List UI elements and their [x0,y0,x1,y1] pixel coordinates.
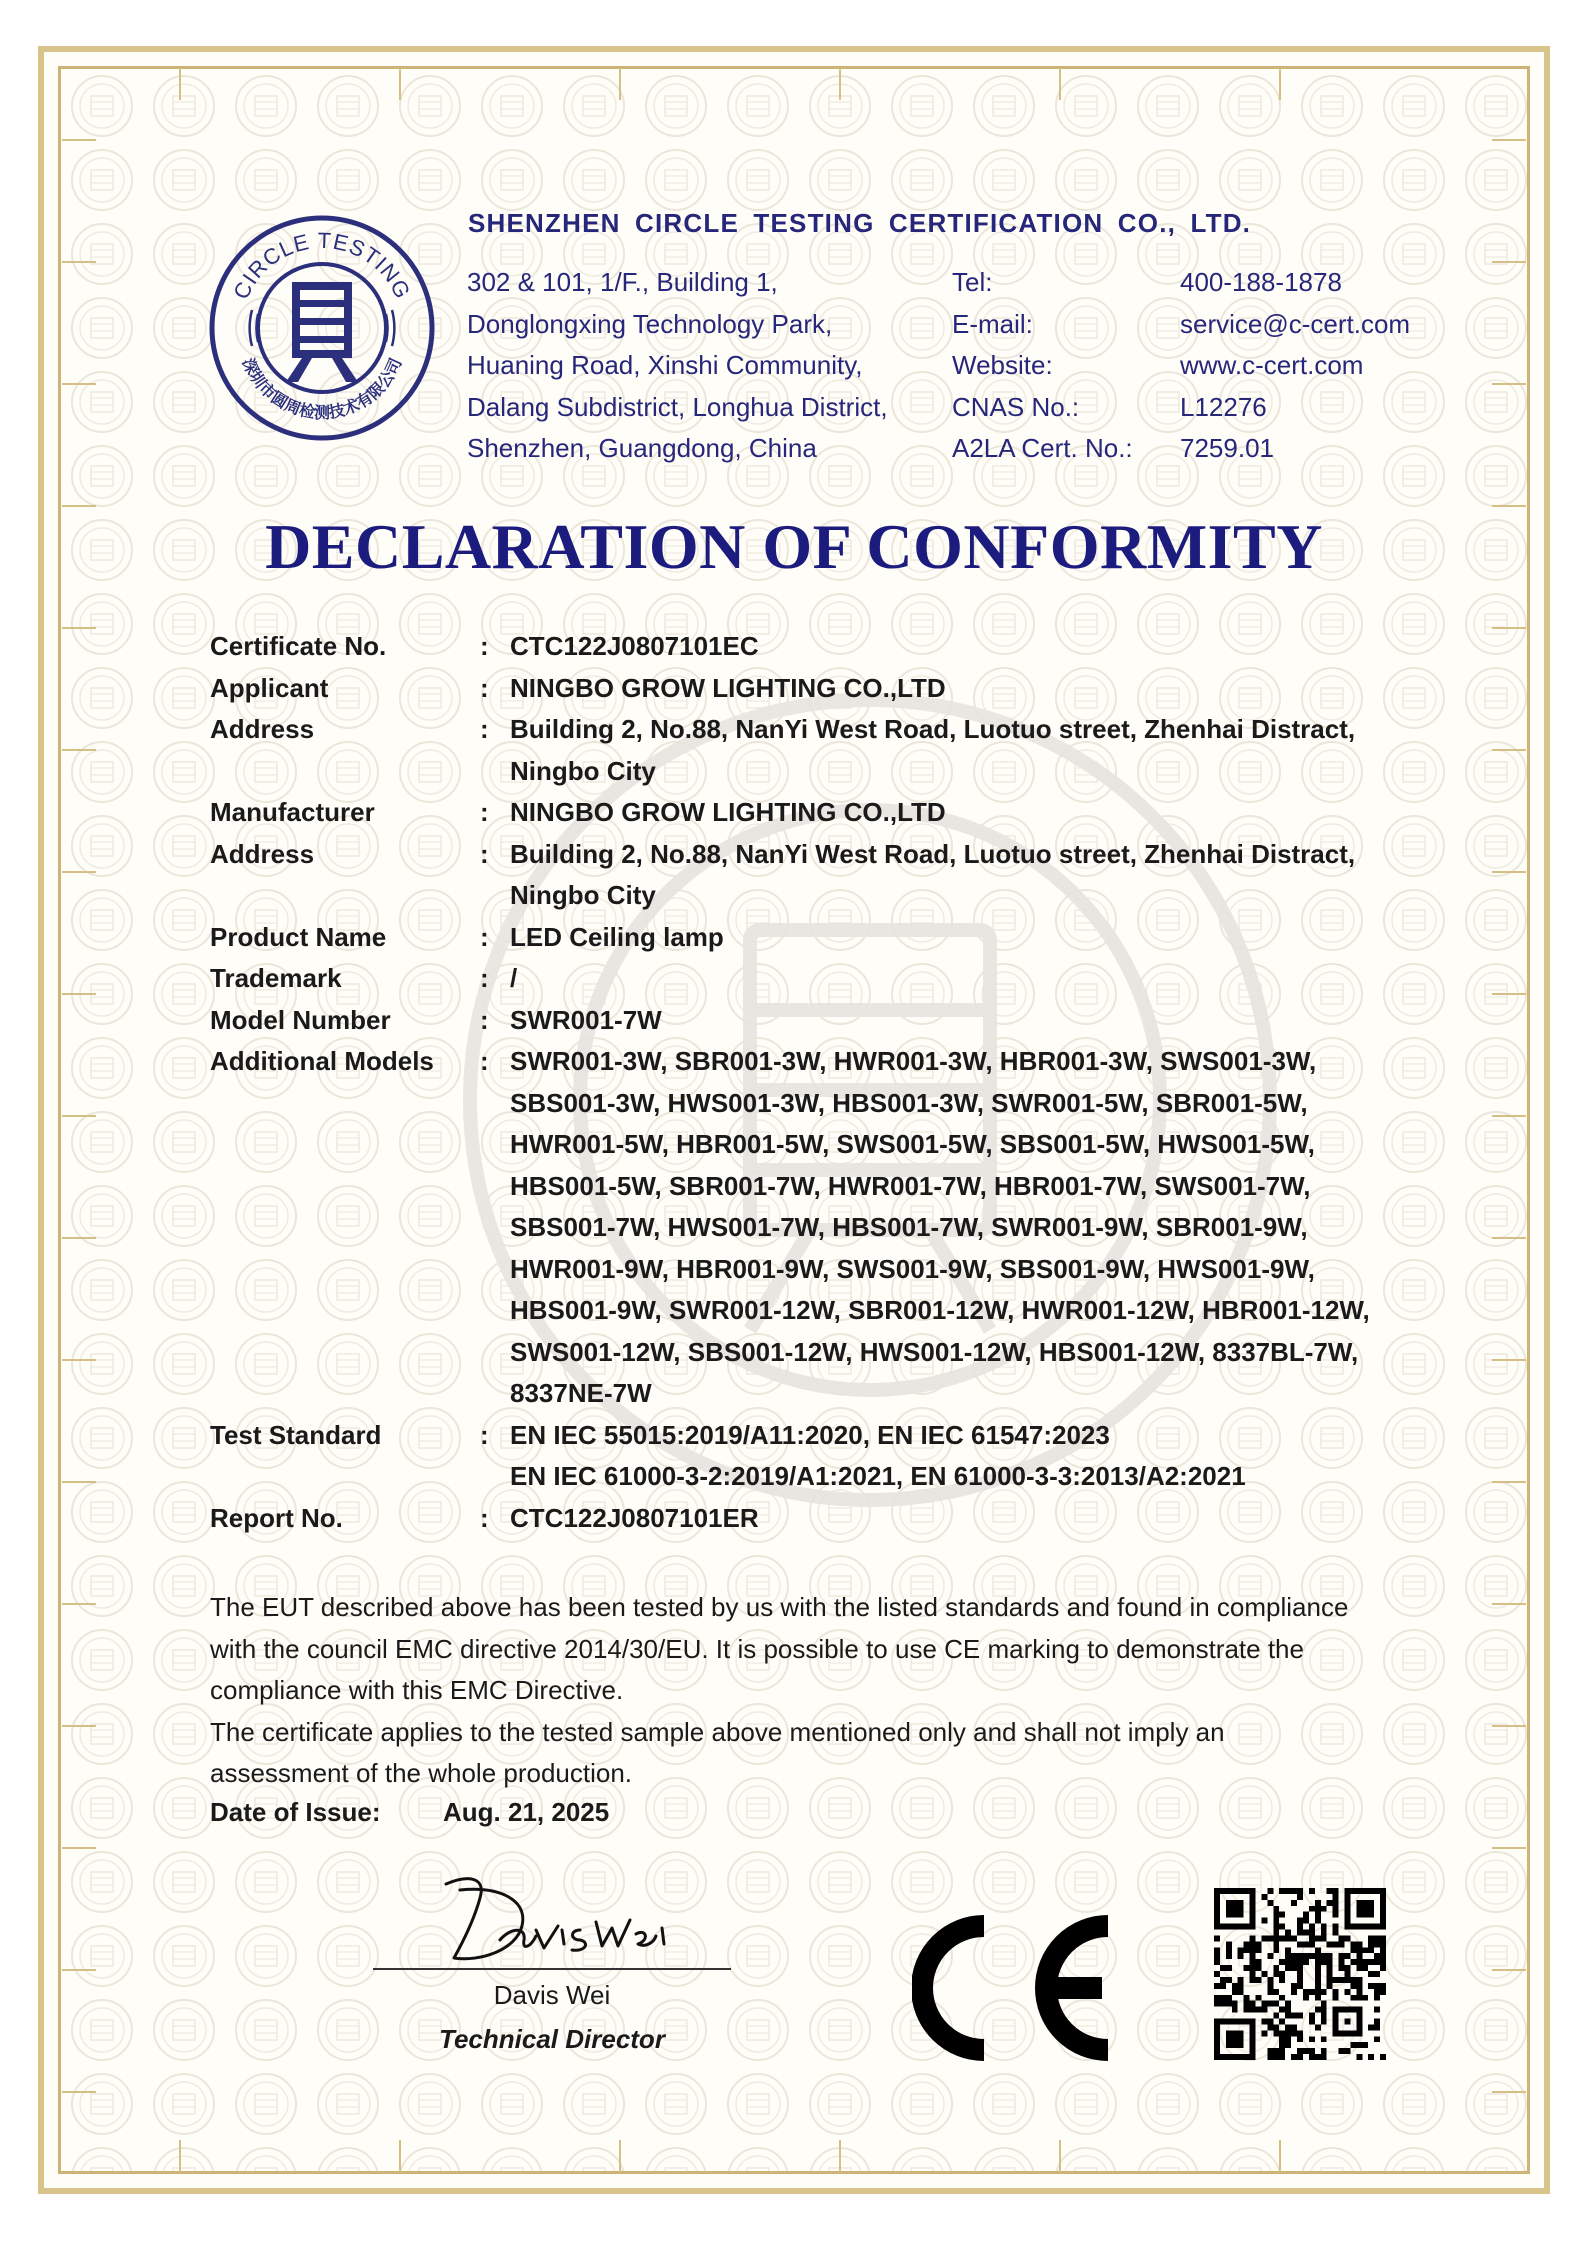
field-label: Certificate No. [210,631,387,661]
handwritten-signature [440,1870,670,1970]
svg-text:CIRCLE TESTING: CIRCLE TESTING [228,227,416,304]
field-value-line: LED Ceiling lamp [510,921,724,952]
field-value-line: 8337NE-7W [510,1378,652,1408]
contact-email[interactable]: service@c-cert.com [1180,308,1411,339]
contact-values [1180,262,1410,470]
certificate-details [210,626,1450,1539]
field-row [210,709,1450,792]
field-value [510,1041,1450,1415]
field-row [210,1415,1450,1498]
statement-line: assessment of the whole production. [210,1758,633,1788]
field-colon: : [480,797,489,827]
contact-label: E-mail: [952,308,1033,339]
field-value-line: SWR001-3W, SBR001-3W, HWR001-3W, HBR001-3W, SWS001-3W, [510,1046,1317,1076]
statement-line: compliance with this EMC Directive. [210,1675,624,1705]
company-address [467,262,888,470]
contact-label: Tel: [952,267,993,297]
field-row [210,834,1450,917]
field-value-line: EN IEC 55015:2019/A11:2020, EN IEC 61547:2023 [510,1419,1110,1450]
contact-cnas: L12276 [1180,391,1267,422]
field-row [210,792,1450,834]
contact-label: CNAS No.: [952,391,1080,422]
field-label: Address [210,838,315,869]
field-value [510,1498,1450,1540]
field-row [210,917,1450,959]
qr-code-icon[interactable] [1214,1888,1386,2060]
address-line: 302 & 101, 1/F., Building 1, [467,267,778,297]
field-value-line: SWS001-12W, SBS001-12W, HWS001-12W, HBS001-12W, 8337BL-7W, [510,1336,1359,1367]
document-title: DECLARATION OF CONFORMITY [265,511,1323,582]
field-value [510,792,1450,834]
field-colon: : [480,1046,489,1076]
field-row [210,958,1450,1000]
field-value-line: Ningbo City [510,880,656,910]
field-row [210,626,1450,668]
field-colon: : [480,1004,489,1035]
field-value-line: SBS001-3W, HWS001-3W, HBS001-3W, SWR001-5W, SBR001-5W, [510,1087,1308,1118]
circle-testing-seal-icon [208,214,436,442]
field-label: Applicant [210,672,329,703]
date-label: Date of Issue: [210,1797,381,1827]
address-line: Donglongxing Technology Park, [467,308,833,339]
field-value-line: EN IEC 61000-3-2:2019/A1:2021, EN 61000-3-3:2013/A2:2021 [510,1461,1246,1491]
contact-labels [952,262,1133,470]
statement-line: The EUT described above has been tested by us with the listed standards and found in compliance [210,1592,1349,1622]
statement-line: The certificate applies to the tested sample above mentioned only and shall not imply an [210,1716,1225,1747]
contact-a2la: 7259.01 [1180,433,1274,463]
field-colon: : [480,714,489,744]
field-label: Product Name [210,921,387,952]
field-value [510,834,1450,917]
field-row [210,1000,1450,1042]
field-value-line: SWR001-7W [510,1004,662,1035]
field-colon: : [480,1502,489,1533]
field-label: Test Standard [210,1419,382,1450]
date-value: Aug. 21, 2025 [443,1797,610,1827]
field-value-line: Building 2, No.88, NanYi West Road, Luotuo street, Zhenhai Distract, [510,838,1356,869]
field-value [510,917,1450,959]
statement-line: with the council EMC directive 2014/30/EU. It is possible to use CE marking to demonstrate the [210,1633,1304,1664]
field-colon: : [480,921,489,952]
field-value-line: / [510,963,518,993]
field-value [510,709,1450,792]
signature-line [373,1968,731,1970]
field-row [210,1041,1450,1415]
contact-tel[interactable]: 400-188-1878 [1180,267,1342,297]
date-of-issue [210,1797,609,1828]
field-value [510,1415,1450,1498]
field-label: Additional Models [210,1046,434,1076]
field-value-line: SBS001-7W, HWS001-7W, HBS001-7W, SWR001-9W, SBR001-9W, [510,1212,1308,1242]
field-label: Report No. [210,1502,343,1533]
field-value-line: HWR001-5W, HBR001-5W, SWS001-5W, SBS001-5W, HWS001-5W, [510,1129,1315,1159]
field-value-line: NINGBO GROW LIGHTING CO.,LTD [510,797,946,827]
field-value [510,958,1450,1000]
ce-mark-icon [912,1912,1122,2064]
signatory-name: Davis Wei [493,1980,611,2010]
field-label: Trademark [210,963,342,993]
field-colon: : [480,1419,489,1450]
field-row [210,668,1450,710]
contact-label: Website: [952,350,1053,380]
field-value-line: HBS001-5W, SBR001-7W, HWR001-7W, HBR001-7W, SWS001-7W, [510,1170,1311,1201]
field-colon: : [480,631,489,661]
field-value-line: CTC122J0807101EC [510,631,759,661]
company-name: SHENZHEN CIRCLE TESTING CERTIFICATION CO., LTD. [468,208,1252,238]
compliance-statement [210,1587,1460,1795]
field-colon: : [480,838,489,869]
field-value-line: CTC122J0807101ER [510,1502,759,1533]
field-value-line: HWR001-9W, HBR001-9W, SWS001-9W, SBS001-9W, HWS001-9W, [510,1253,1315,1284]
field-row [210,1498,1450,1540]
svg-text:深圳市圆周检测技术有限公司: 深圳市圆周检测技术有限公司 [238,355,406,422]
signatory-title: Technical Director [439,2024,665,2054]
address-line: Dalang Subdistrict, Longhua District, [467,391,888,422]
field-colon: : [480,672,489,703]
field-value-line: NINGBO GROW LIGHTING CO.,LTD [510,672,946,703]
field-value [510,1000,1450,1042]
field-label: Manufacturer [210,797,375,827]
field-value-line: HBS001-9W, SWR001-12W, SBR001-12W, HWR001-12W, HBR001-12W, [510,1295,1370,1325]
contact-label: A2LA Cert. No.: [952,433,1133,463]
field-value [510,668,1450,710]
field-value [510,626,1450,668]
field-value-line: Building 2, No.88, NanYi West Road, Luotuo street, Zhenhai Distract, [510,714,1356,744]
field-value-line: Ningbo City [510,755,656,786]
contact-website[interactable]: www.c-cert.com [1180,350,1364,380]
field-label: Address [210,714,315,744]
address-line: Huaning Road, Xinshi Community, [467,350,863,380]
address-line: Shenzhen, Guangdong, China [467,433,817,463]
field-label: Model Number [210,1004,391,1035]
field-colon: : [480,963,489,993]
